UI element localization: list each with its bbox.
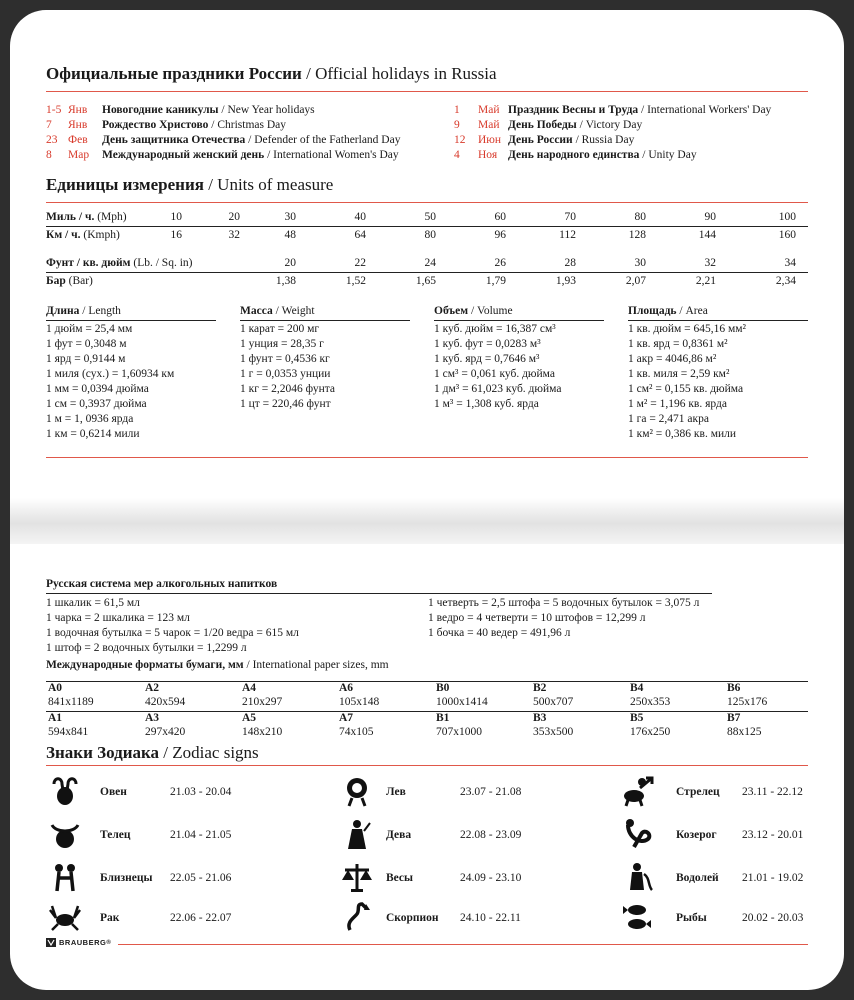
aquarius-icon — [620, 860, 654, 894]
zodiac-sign-dates: 24.10 - 22.11 — [460, 912, 521, 924]
table-cell: 2,07 — [625, 275, 646, 287]
table-cell: 20 — [284, 257, 296, 269]
cancer-icon — [48, 900, 82, 934]
conversion-item: 1 см = 0,3937 дюйма — [46, 398, 147, 410]
zodiac-sign-dates: 21.03 - 20.04 — [170, 786, 232, 798]
brand-name: BRAUBERG — [59, 938, 107, 947]
psi-divider — [46, 272, 808, 273]
table-cell: 112 — [559, 229, 576, 241]
paper-format-size: 105x148 — [339, 696, 380, 708]
volume-list — [434, 322, 561, 412]
zodiac-sign-name: Водолей — [676, 872, 719, 884]
zodiac-sign-name: Скорпион — [386, 912, 439, 924]
zodiac-sign-dates: 21.04 - 21.05 — [170, 829, 232, 841]
conversion-item: 1 кв. ярд = 0,8361 м² — [628, 338, 728, 350]
table-cell: 50 — [424, 211, 436, 223]
conversion-item: 1 км² = 0,386 кв. мили — [628, 428, 737, 440]
volume-title: Объем / Volume — [434, 305, 513, 317]
conversion-item: 1 см³ = 0,061 куб. дюйма — [434, 368, 555, 380]
paper-format-name: A6 — [339, 682, 354, 694]
conversion-item: 1 куб. дюйм = 16,387 см³ — [434, 323, 556, 335]
holiday-item: 1-5 Янв Новогодние каникулы / New Year holidays — [46, 104, 315, 116]
length-title: Длина / Length — [46, 305, 121, 317]
taurus-icon — [48, 817, 82, 851]
paper-format-size: 88x125 — [727, 726, 762, 738]
conversion-item: 1 водочная бутылка = 5 чарок = 1/20 ведра = 615 мл — [46, 627, 299, 639]
paper-format-size: 420x594 — [145, 696, 186, 708]
table-cell: 90 — [704, 211, 716, 223]
table-cell: 24 — [424, 257, 436, 269]
mass-list — [240, 322, 335, 412]
conversion-item: 1 кг = 2,2046 фунта — [240, 383, 336, 395]
kmh-label: Км / ч. (Kmph) — [46, 229, 120, 241]
paper-format-size: 176x250 — [630, 726, 671, 738]
page-fold — [10, 498, 844, 544]
area-list — [628, 322, 746, 442]
paper-format-name: B4 — [630, 682, 644, 694]
holiday-item: 9 Май День Победы / Victory Day — [454, 119, 643, 131]
area-title: Площадь / Area — [628, 305, 708, 317]
virgo-icon — [340, 817, 374, 851]
paper-format-name: A7 — [339, 712, 354, 724]
paper-format-name: B3 — [533, 712, 547, 724]
zodiac-sign-name: Лев — [386, 786, 406, 798]
conversion-item: 1 фут = 0,3048 м — [46, 338, 127, 350]
zodiac-sign-name: Весы — [386, 872, 413, 884]
paper-format-size: 148x210 — [242, 726, 283, 738]
conversion-item: 1 мм = 0,0394 дюйма — [46, 383, 149, 395]
table-cell: 64 — [354, 229, 366, 241]
paper-format-size: 297x420 — [145, 726, 186, 738]
table-cell: 22 — [354, 257, 366, 269]
table-cell: 128 — [628, 229, 646, 241]
units-divider — [46, 202, 808, 203]
conversion-item: 1 куб. фут = 0,0283 м³ — [434, 338, 541, 350]
capricorn-icon — [620, 817, 654, 851]
paper-format-name: A2 — [145, 682, 160, 694]
table-cell: 1,38 — [275, 275, 296, 287]
table-cell: 1,93 — [555, 275, 576, 287]
paper-format-size: 500x707 — [533, 696, 574, 708]
conversion-item: 1 карат = 200 мг — [240, 323, 320, 335]
paper-heading: Международные форматы бумаги, мм / International paper sizes, mm — [46, 659, 389, 671]
area-divider — [628, 320, 808, 321]
conversion-item: 1 куб. ярд = 0,7646 м³ — [434, 353, 540, 365]
reference-page — [10, 10, 844, 990]
holiday-item: 1 Май Праздник Весны и Труда / International Workers' Day — [454, 104, 772, 116]
leo-icon — [340, 774, 374, 808]
mph-divider — [46, 226, 808, 227]
zodiac-sign-dates: 21.01 - 19.02 — [742, 872, 804, 884]
brand-logo — [46, 938, 111, 947]
conversion-item: 1 см² = 0,155 кв. дюйма — [628, 383, 744, 395]
conversion-item: 1 м = 1, 0936 ярда — [46, 413, 134, 425]
table-cell: 32 — [228, 229, 240, 241]
zodiac-sign-dates: 22.06 - 22.07 — [170, 912, 232, 924]
table-cell: 30 — [634, 257, 646, 269]
alcohol-right-list — [428, 596, 699, 641]
table-cell: 2,21 — [695, 275, 716, 287]
conversion-item: 1 м² = 1,196 кв. ярда — [628, 398, 727, 410]
holidays-right-list — [454, 103, 771, 163]
zodiac-divider — [46, 765, 808, 766]
conversion-item: 1 га = 2,471 акра — [628, 413, 709, 425]
table-cell: 32 — [704, 257, 716, 269]
volume-divider — [434, 320, 604, 321]
paper-format-name: B0 — [436, 682, 450, 694]
conversion-item: 1 фунт = 0,4536 кг — [240, 353, 330, 365]
zodiac-sign-dates: 23.07 - 21.08 — [460, 786, 522, 798]
zodiac-sign-name: Рыбы — [676, 912, 707, 924]
zodiac-sign-dates: 22.08 - 23.09 — [460, 829, 522, 841]
holidays-title-ru: Официальные праздники России — [46, 64, 302, 83]
psi-label: Фунт / кв. дюйм (Lb. / Sq. in) — [46, 257, 193, 269]
zodiac-sign-name: Близнецы — [100, 872, 153, 884]
zodiac-sign-dates: 23.12 - 20.01 — [742, 829, 804, 841]
mass-title: Масса / Weight — [240, 305, 315, 317]
zodiac-sign-name: Овен — [100, 786, 127, 798]
conversion-item: 1 ведро = 4 четверти = 10 штофов = 12,299 л — [428, 612, 646, 624]
table-cell: 1,65 — [415, 275, 436, 287]
conversion-item: 1 унция = 28,35 г — [240, 338, 324, 350]
mass-divider — [240, 320, 410, 321]
brand-registered: ® — [106, 939, 112, 946]
holidays-left-list — [46, 103, 400, 163]
table-cell: 1,52 — [345, 275, 366, 287]
table-cell: 26 — [494, 257, 506, 269]
holidays-divider — [46, 91, 808, 92]
paper-format-name: A5 — [242, 712, 257, 724]
conversion-item: 1 чарка = 2 шкалика = 123 мл — [46, 612, 190, 624]
paper-format-size: 353x500 — [533, 726, 574, 738]
zodiac-sign-name: Стрелец — [676, 786, 720, 798]
bar-label: Бар (Bar) — [46, 275, 93, 287]
paper-format-name: B1 — [436, 712, 450, 724]
conversion-item: 1 штоф = 2 водочных бутылки = 1,2299 л — [46, 642, 247, 654]
zodiac-sign-name: Телец — [100, 829, 131, 841]
paper-divider-mid — [46, 711, 808, 712]
zodiac-sign-name: Дева — [386, 829, 412, 841]
table-cell: 80 — [634, 211, 646, 223]
paper-format-name: A0 — [48, 682, 63, 694]
gemini-icon — [48, 860, 82, 894]
paper-divider-top — [46, 681, 808, 682]
zodiac-sign-name: Рак — [100, 912, 120, 924]
conversion-item: 1 шкалик = 61,5 мл — [46, 597, 140, 609]
conversion-item: 1 акр = 4046,86 м² — [628, 353, 717, 365]
length-list — [46, 322, 174, 442]
conversion-item: 1 км = 0,6214 мили — [46, 428, 140, 440]
length-divider — [46, 320, 216, 321]
paper-format-name: A4 — [242, 682, 257, 694]
brand-mark-icon — [46, 938, 56, 947]
table-cell: 16 — [170, 229, 182, 241]
table-cell: 20 — [228, 211, 240, 223]
zodiac-sign-dates: 23.11 - 22.12 — [742, 786, 803, 798]
zodiac-heading: Знаки Зодиака / Zodiac signs — [46, 743, 259, 762]
scorpio-icon — [340, 900, 374, 934]
holiday-item: 23 Фев День защитника Отечества / Defender of the Fatherland Day — [46, 134, 401, 146]
units-bottom-divider — [46, 457, 808, 458]
table-cell: 1,79 — [485, 275, 506, 287]
table-cell: 34 — [784, 257, 796, 269]
holiday-item: 8 Мар Международный женский день / International Women's Day — [46, 149, 399, 161]
paper-format-size: 125x176 — [727, 696, 768, 708]
conversion-item: 1 бочка = 40 ведер = 491,96 л — [428, 627, 571, 639]
holidays-title-en: / Official holidays in Russia — [306, 64, 497, 83]
pisces-icon — [620, 900, 654, 934]
conversion-item: 1 м³ = 1,308 куб. ярда — [434, 398, 539, 410]
conversion-item: 1 кв. дюйм = 645,16 мм² — [628, 323, 747, 335]
zodiac-sign-dates: 20.02 - 20.03 — [742, 912, 804, 924]
paper-format-name: B2 — [533, 682, 547, 694]
table-cell: 70 — [564, 211, 576, 223]
table-cell: 28 — [564, 257, 576, 269]
conversion-item: 1 ярд = 0,9144 м — [46, 353, 126, 365]
paper-format-size: 250x353 — [630, 696, 671, 708]
table-cell: 96 — [494, 229, 506, 241]
paper-format-size: 707x1000 — [436, 726, 482, 738]
conversion-item: 1 миля (сух.) = 1,60934 км — [46, 368, 175, 380]
units-heading — [46, 175, 333, 195]
paper-format-name: B6 — [727, 682, 741, 694]
zodiac-sign-dates: 24.09 - 23.10 — [460, 872, 522, 884]
conversion-item: 1 дюйм = 25,4 мм — [46, 323, 133, 335]
paper-format-name: B7 — [727, 712, 741, 724]
paper-format-name: A3 — [145, 712, 160, 724]
units-title-en: / Units of measure — [208, 175, 334, 194]
table-cell: 40 — [354, 211, 366, 223]
holiday-item: 7 Янв Рождество Христово / Christmas Day — [46, 119, 287, 131]
table-cell: 60 — [494, 211, 506, 223]
conversion-item: 1 цт = 220,46 фунт — [240, 398, 331, 410]
sagittarius-icon — [620, 774, 654, 808]
paper-format-name: A1 — [48, 712, 63, 724]
conversion-item: 1 кв. миля = 2,59 км² — [628, 368, 730, 380]
paper-format-size: 210x297 — [242, 696, 283, 708]
units-title-ru: Единицы измерения — [46, 175, 204, 194]
zodiac-sign-name: Козерог — [676, 829, 717, 841]
table-cell: 2,34 — [775, 275, 796, 287]
table-cell: 144 — [698, 229, 716, 241]
table-cell: 48 — [284, 229, 296, 241]
paper-format-size: 841x1189 — [48, 696, 94, 708]
mph-label: Миль / ч. (Mph) — [46, 211, 127, 223]
table-cell: 10 — [170, 211, 182, 223]
table-cell: 80 — [424, 229, 436, 241]
paper-format-size: 74x105 — [339, 726, 374, 738]
holiday-item: 4 Ноя День народного единства / Unity Day — [454, 149, 697, 161]
table-cell: 100 — [778, 211, 796, 223]
libra-icon — [340, 860, 374, 894]
table-cell: 30 — [284, 211, 296, 223]
zodiac-sign-dates: 22.05 - 21.06 — [170, 872, 232, 884]
paper-format-name: B5 — [630, 712, 644, 724]
paper-format-size: 594x841 — [48, 726, 89, 738]
conversion-item: 1 дм³ = 61,023 куб. дюйма — [434, 383, 562, 395]
table-cell: 160 — [778, 229, 796, 241]
aries-icon — [48, 774, 82, 808]
alcohol-title: Русская система мер алкогольных напитков — [46, 578, 278, 590]
footer-divider — [118, 944, 808, 945]
alcohol-divider — [46, 593, 712, 594]
paper-format-size: 1000x1414 — [436, 696, 488, 708]
conversion-item: 1 четверть = 2,5 штофа = 5 водочных бутылок = 3,075 л — [428, 597, 700, 609]
conversion-item: 1 г = 0,0353 унции — [240, 368, 331, 380]
holidays-heading — [46, 64, 497, 84]
alcohol-left-list — [46, 596, 299, 656]
holiday-item: 12 Июн День России / Russia Day — [454, 134, 635, 146]
